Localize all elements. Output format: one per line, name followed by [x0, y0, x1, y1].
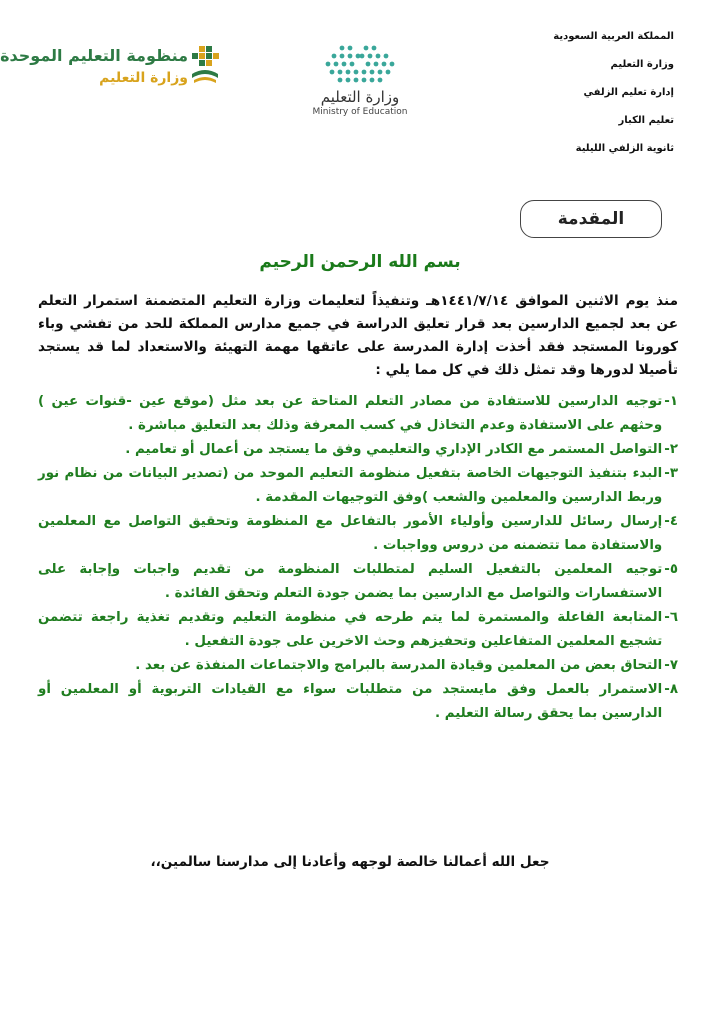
- admin-line-department: إدارة تعليم الزلفي: [583, 87, 674, 98]
- unified-logo-subtitle: وزارة التعليم: [99, 70, 188, 86]
- list-item-number: ٣-: [664, 466, 678, 481]
- unified-system-logo: [0, 40, 220, 110]
- closing-line: جعل الله أعمالنا خالصة لوجهه وأعادنا إلى مدارسنا سالمين،،: [150, 854, 550, 870]
- list-item-text: إرسال رسائل للدارسين وأولياء الأمور بالتفاعل مع المنظومة وتحقيق التواصل مع المعلمين والاستفادة مما تتضمنه من دروس وواجبات .: [38, 514, 663, 553]
- ministry-logo-english: Ministry of Education: [312, 107, 408, 117]
- list-item-number: ٦-: [664, 610, 678, 625]
- list-item: [38, 558, 678, 606]
- admin-header: [553, 30, 674, 170]
- list-item-number: ٢-: [664, 442, 678, 457]
- list-item: [38, 438, 678, 462]
- list-item-number: ٧-: [664, 658, 678, 673]
- list-item: [38, 510, 678, 558]
- list-item-text: المتابعة الفاعلة والمستمرة لما يتم طرحه في منظومة التعليم وتقديم تغذية راجعة تتضمن تشجيع المعلمين المتفاعلين وتحفيزهم وحث الاخرين على جودة التفعيل .: [38, 610, 663, 649]
- document-body: [38, 290, 678, 726]
- action-list: [38, 390, 678, 726]
- list-item-number: ٨-: [664, 682, 678, 697]
- list-item-number: ١-: [664, 394, 678, 409]
- admin-line-kingdom: المملكة العربية السعودية: [553, 31, 674, 42]
- list-item-text: البدء بتنفيذ التوجيهات الخاصة بتفعيل منظومة التعليم الموحد من (تصدير البيانات من نظام نور وربط الدارسين والمعلمين والشعب )وفق التوجيهات المقدمة .: [38, 466, 663, 505]
- dots-grid-logo-icon: [320, 42, 400, 86]
- list-item-number: ٥-: [664, 562, 678, 577]
- admin-line-ministry: وزارة التعليم: [610, 59, 674, 70]
- list-item: [38, 462, 678, 510]
- list-item-text: الاستمرار بالعمل وفق مايستجد من متطلبات سواء مع القيادات التربوية أو المعلمين أو الدارسين بما يحقق رسالة التعليم .: [38, 682, 663, 721]
- introduction-heading: المقدمة: [557, 209, 625, 229]
- list-item: [38, 390, 678, 438]
- list-item-text: التواصل المستمر مع الكادر الإداري والتعليمي وفق ما يستجد من أعمال أو تعاميم .: [125, 442, 663, 457]
- list-item: [38, 606, 678, 654]
- list-item: [38, 654, 678, 678]
- list-item-text: توجيه المعلمين بالتفعيل السليم لمتطلبات المنظومة من تقديم واجبات وإجابة على الاستفسارات والتواصل مع الدارسين بما يضمن جودة التعلم وتحقق الفائدة .: [38, 562, 663, 601]
- list-item: [38, 678, 678, 726]
- list-item-number: ٤-: [664, 514, 678, 529]
- basmala: بسم الله الرحمن الرحيم: [259, 252, 461, 272]
- list-item-text: التحاق بعض من المعلمين وقيادة المدرسة بالبرامج والاجتماعات المنفذة عن بعد .: [135, 658, 663, 673]
- unified-system-logo-icon: [190, 44, 220, 88]
- list-item-text: توجيه الدارسين للاستفادة من مصادر التعلم المتاحة عن بعد مثل (موقع عين -قنوات عين ) وحثهم على الاستفادة وعدم التخاذل في كسب المعرفة وذلك بعد التعليق مباشرة .: [38, 394, 663, 433]
- ministry-logo-arabic: وزارة التعليم: [320, 88, 400, 106]
- intro-paragraph: منذ يوم الاثنين الموافق ١٤٤١/٧/١٤هـ وتنفيذاً لتعليمات وزارة التعليم المتضمنة استمرار التعلم عن بعد لجميع الدارسين بعد قرار تعليق الدراسة في جميع مدارس المملكة للحد من تفشي وباء كورونا المستجد فقد أخذت إدارة المدرسة على عاتقها مهمة التهيئة والاستعداد لما قد يستجد تأصيلا لدورها وقد تمثل ذلك في كل مما يلي :: [38, 293, 678, 378]
- ministry-logo: [300, 42, 420, 117]
- introduction-heading-box: [520, 200, 662, 238]
- unified-logo-title: منظومة التعليم الموحدة: [0, 46, 188, 65]
- admin-line-adult-education: تعليم الكبار: [618, 115, 674, 126]
- admin-line-school: ثانوية الزلفي الليلية: [575, 143, 674, 154]
